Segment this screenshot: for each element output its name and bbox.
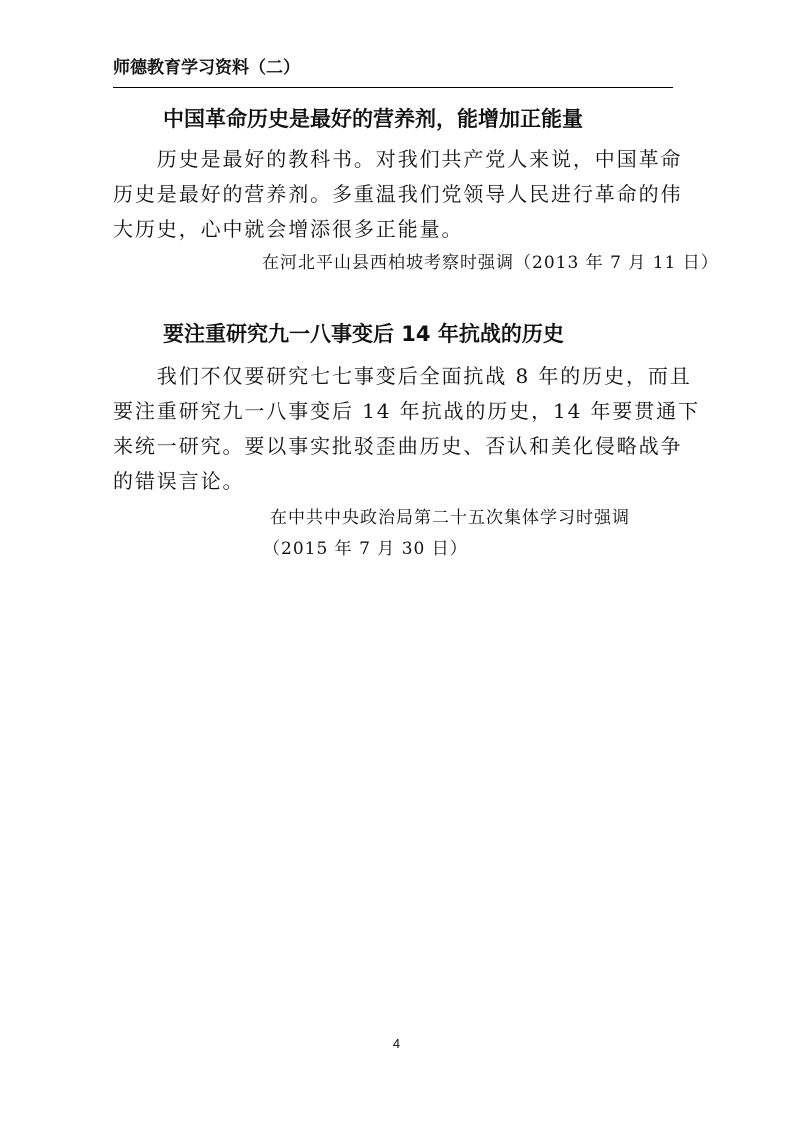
paragraph-line: 我们不仅要研究七七事变后全面抗战 8 年的历史，而且 bbox=[113, 364, 692, 388]
running-header: 师德教育学习资料（二） bbox=[113, 58, 300, 78]
paragraph-line: 要注重研究九一八事变后 14 年抗战的历史，14 年要贯通下 bbox=[113, 399, 700, 423]
paragraph-line: 的错误言论。 bbox=[113, 469, 245, 493]
header-divider bbox=[113, 87, 673, 88]
section-2-paragraph bbox=[113, 359, 700, 499]
paragraph-line: 历史是最好的教科书。对我们共产党人来说，中国革命 bbox=[113, 147, 683, 171]
page-number: 4 bbox=[392, 1036, 401, 1051]
paragraph-line: 历史是最好的营养剂。多重温我们党领导人民进行革命的伟 bbox=[113, 182, 683, 206]
section-1-paragraph bbox=[113, 142, 683, 247]
paragraph-line: 来统一研究。要以事实批驳歪曲历史、否认和美化侵略战争 bbox=[113, 434, 683, 458]
section-2-title: 要注重研究九一八事变后 14 年抗战的历史 bbox=[163, 322, 564, 346]
paragraph-line: 大历史，心中就会增添很多正能量。 bbox=[113, 217, 464, 241]
section-1-attribution: 在河北平山县西柏坡考察时强调（2013 年 7 月 11 日） bbox=[262, 253, 719, 273]
section-2-attribution-date: （2015 年 7 月 30 日） bbox=[263, 539, 468, 559]
section-1-title: 中国革命历史是最好的营养剂，能增加正能量 bbox=[163, 107, 583, 131]
section-2-attribution: 在中共中央政治局第二十五次集体学习时强调 bbox=[270, 508, 630, 528]
